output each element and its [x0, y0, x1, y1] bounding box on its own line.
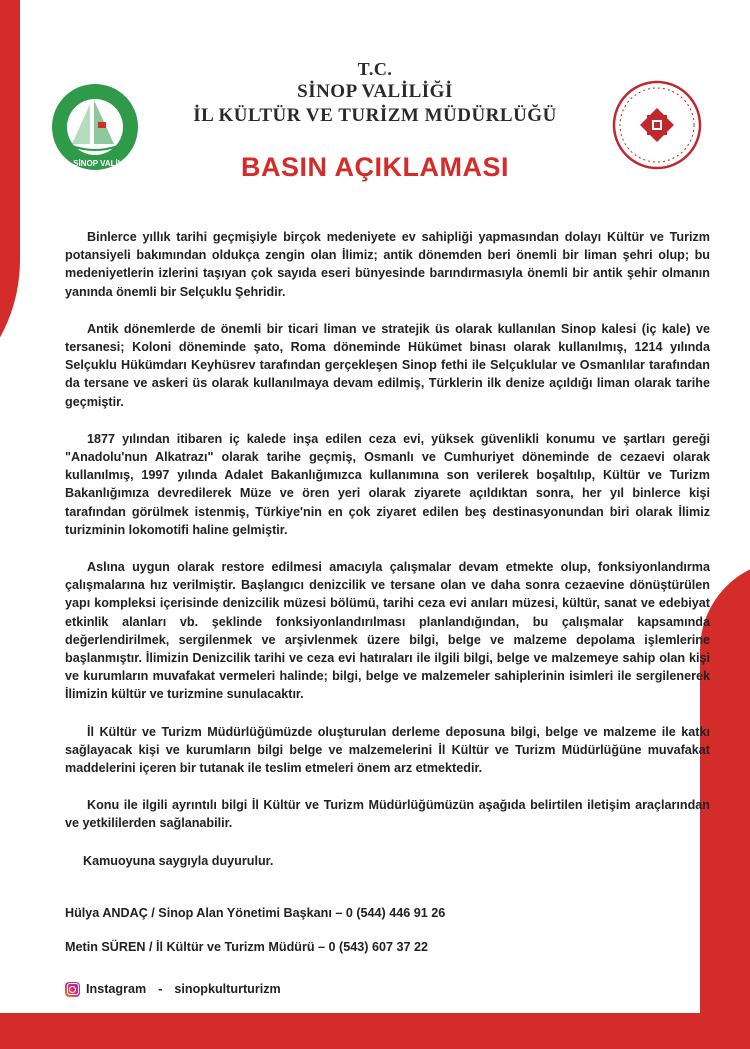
logo-left-text: T.C. SİNOP VALİLİĞİ: [56, 159, 134, 168]
contact-block: [65, 904, 705, 1006]
closing-line: Kamuoyuna saygıyla duyurulur.: [83, 853, 274, 868]
sinop-valiligi-logo: [50, 82, 140, 172]
contact-hulya-andac: Hülya ANDAÇ / Sinop Alan Yönetimi Başkanı – 0 (544) 446 91 26: [65, 906, 446, 920]
instagram-label: Instagram: [86, 982, 147, 996]
paragraph-5: İl Kültür ve Turizm Müdürlüğümüzde oluşturulan derleme deposuna bilgi, belge ve malzeme ile katkı sağlayacak kişi ve kurumların bilgi belge ve malzemelerini İl Kültür ve Turizm Müdürlüğüne muvafakat maddelerini içeren bir tutanak ile teslim etmeleri önem arz etmektedir.: [65, 724, 710, 776]
instagram-icon: [65, 982, 80, 997]
instagram-separator: -: [158, 982, 163, 996]
ministry-of-culture-tourism-logo: [612, 80, 702, 170]
paragraph-6: Konu ile ilgili ayrıntılı bilgi İl Kültür ve Turizm Müdürlüğümüzün aşağıda belirtilen iletişim araçlarından ve yetkililerden sağlanabilir.: [65, 798, 710, 831]
paragraph-4: Aslına uygun olarak restore edilmesi amacıyla çalışmalar devam etmekte olup, fonksiyonlandırma çalışmalarına hız verilmiştir. Başlangıcı denizcilik ve tersane olan ve daha sonra cezaevine dönüştürülen yapı kompleksi içerisinde denizcilik müzesi bölümü, tarihi ceza evi anıları müzesi, kültür, sanat ve edebiyat etkinlik alanları vb. şeklinde fonksiyonlandırılması planlandığından, bu çalışmalar kapsamında değerlendirilmek, sergilenmek ve arşivlenmek üzere bilgi, belge ve malzeme depolama işlemlerine başlanmıştır. İlimizin Denizcilik tarihi ve ceza evi hatıraları ile ilgili bilgi, belge ve malzemeye sahip olan kişi ve kurumların muvafakat vermeleri halinde; bilgi, belge ve malzemeler sahiplerinin isimleri ile sergilenerek İlimizin kültür ve turizmine sunulacaktır.: [65, 560, 710, 702]
red-footer-band: [0, 1013, 750, 1049]
instagram-contact[interactable]: [65, 972, 705, 1006]
paragraph-2: Antik dönemlerde de önemli bir ticari liman ve stratejik üs olarak kullanılan Sinop kalesi (iç kale) ve tersanesi; Koloni döneminde şato, Roma döneminde Hükümet binası olarak kullanılmış, 1214 yılında Selçuklu Hükümdarı Keyhüsrev tarafından gerçekleşen Sinop fethi ile Selçuklular ve Osmanlılar tarafından da tersane ve askeri üs olarak kullanılmaya devam edilmiş, Türklerin ilk denize açıldığı liman olarak tarihe geçmiştir.: [65, 321, 710, 409]
press-release-body: [65, 228, 710, 889]
header-line-tc: T.C.: [357, 59, 393, 79]
letterhead-text: [150, 58, 600, 128]
instagram-handle[interactable]: sinopkulturturizm: [174, 982, 281, 996]
paragraph-3: 1877 yılından itibaren iç kalede inşa edilen ceza evi, yüksek güvenlikli konumu ve şartları gereği "Anadolu'nun Alkatrazı" olarak tarihe geçmiş, Osmanlı ve Cumhuriyet döneminde de cezaevi olarak kullanılmış, 1997 yılında Adalet Bakanlığımızca kullanımına son verilerek boşaltılıp, Kültür ve Turizm Bakanlığımıza devredilerek Müze ve ören yeri olarak ziyarete açıldıktan sonra, her yıl binlerce kişi tarafından görülmek istenmiş, Türkiye'nin en çok ziyaret edilen beş destinasyonundan biri olarak İlimiz turizminin lokomotifi haline gelmiştir.: [65, 431, 710, 537]
paragraph-1: Binlerce yıllık tarihi geçmişiyle birçok medeniyete ev sahipliği yapmasından dolayı Kültür ve Turizm potansiyeli bakımından oldukça zengin olan İlimiz; antik dönemden beri önemli bir liman şehri olup; bu medeniyetlerin izlerini taşıyan çok sayıda eseri bünyesinde barındırmasıyla önemli bir antik şehir olmanın yanında önemli bir Selçuklu Şehridir.: [65, 230, 710, 299]
header-line-valilik: SİNOP VALİLİĞİ: [297, 81, 453, 102]
contact-metin-suren: Metin SÜREN / İl Kültür ve Turizm Müdürü – 0 (543) 607 37 22: [65, 940, 428, 954]
header-line-mudurluk: İL KÜLTÜR VE TURİZM MÜDÜRLÜĞÜ: [193, 105, 557, 126]
press-release-title: BASIN AÇIKLAMASI: [241, 152, 509, 182]
letterhead: [0, 0, 750, 200]
